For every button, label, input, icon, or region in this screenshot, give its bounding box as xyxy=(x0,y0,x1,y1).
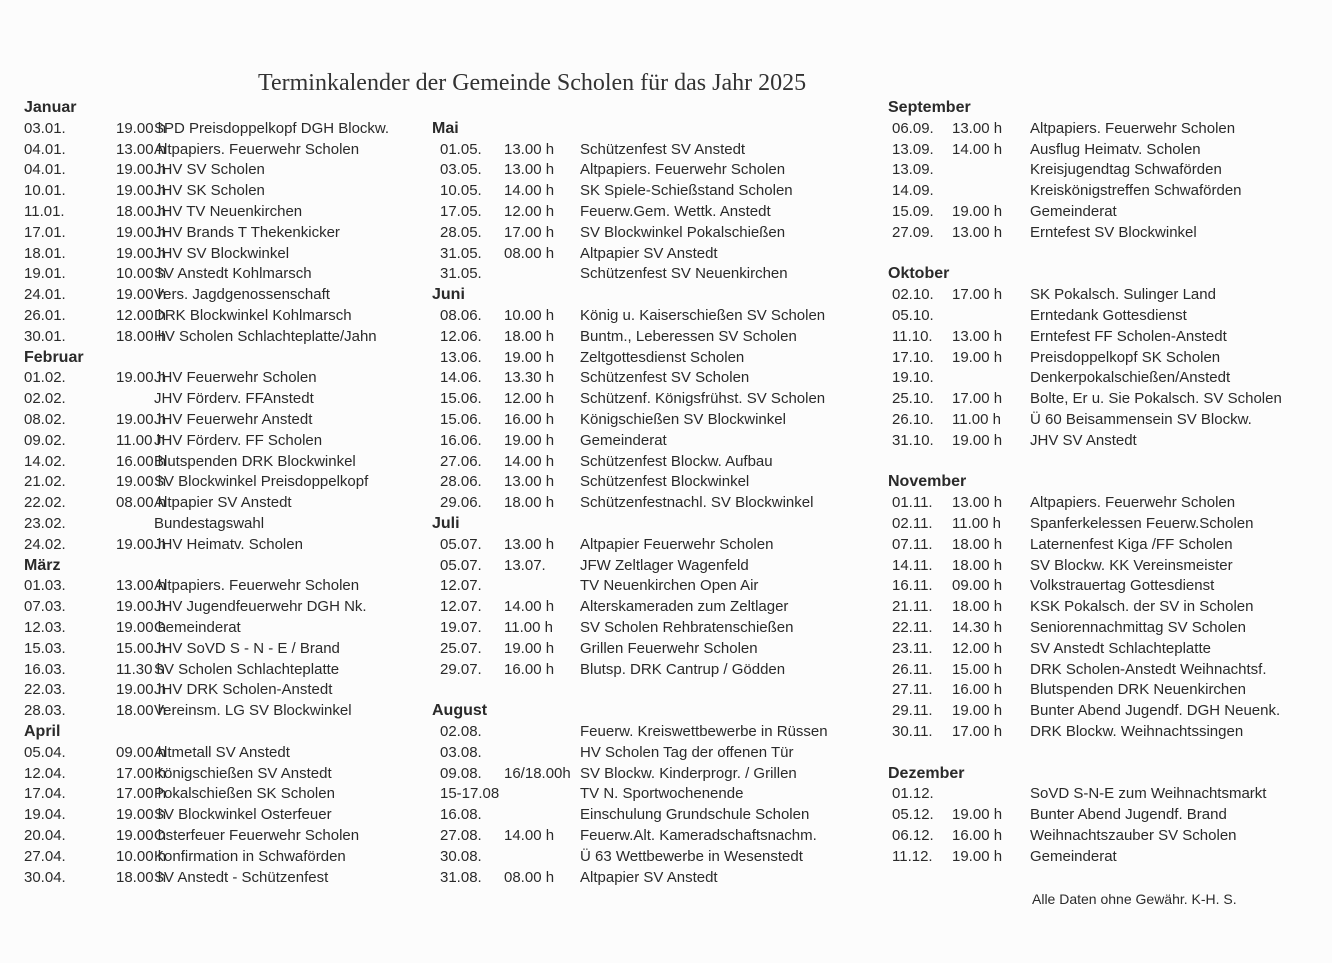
event-time: 19.00 h xyxy=(116,369,167,387)
event-title: JHV SV Blockwinkel xyxy=(154,244,290,262)
event-time: 19.00 h xyxy=(952,847,1003,865)
event-date: 19.01. xyxy=(24,265,66,283)
event-title: Altpapier SV Anstedt xyxy=(580,244,718,262)
event-time: 13.00 h xyxy=(504,140,555,158)
month-heading: April xyxy=(24,723,61,740)
event-time: 14.30 h xyxy=(952,619,1003,636)
event-title: Weihnachtszauber SV Scholen xyxy=(1030,827,1237,844)
event-title: Gemeinderat xyxy=(1030,847,1117,865)
event-title: Schützenfest Blockwinkel xyxy=(580,473,750,491)
event-time: 19.00 h xyxy=(116,411,167,428)
event-date: 12.04. xyxy=(24,764,66,782)
event-date: 20.04. xyxy=(24,827,66,844)
event-title: Altpapiers. Feuerwehr Scholen xyxy=(1030,494,1236,512)
event-date: 28.03. xyxy=(24,702,66,720)
event-date: 23.11. xyxy=(892,639,933,657)
event-title: SPD Preisdoppelkopf DGH Blockw. xyxy=(154,119,390,137)
event-time: 16.00 h xyxy=(504,411,555,428)
month-heading: Mai xyxy=(432,119,459,137)
event-title: Feuerw.Gem. Wettk. Anstedt xyxy=(580,203,771,220)
event-title: TV N. Sportwochenende xyxy=(580,785,744,803)
event-time: 19.00 h xyxy=(116,827,167,844)
event-time: 18.00 h xyxy=(952,598,1003,616)
event-time: 19.00 h xyxy=(116,119,167,137)
event-date: 30.08. xyxy=(440,847,482,865)
event-date: 19.10. xyxy=(892,369,934,387)
event-title: Grillen Feuerwehr Scholen xyxy=(580,639,758,657)
event-date: 30.01. xyxy=(24,327,66,345)
event-title: Denkerpokalschießen/Anstedt xyxy=(1030,369,1231,387)
event-title: Einschulung Grundschule Scholen xyxy=(580,806,810,824)
event-date: 14.06. xyxy=(440,369,482,387)
event-time: 13.00 h xyxy=(116,140,167,158)
event-time: 13.30 h xyxy=(504,369,555,387)
event-title: JHV Förderv. FF Scholen xyxy=(154,431,323,449)
event-date: 15-17.08 xyxy=(440,785,500,803)
event-time: 14.00 h xyxy=(504,598,555,616)
month-heading: Februar xyxy=(24,348,84,366)
event-time: 19.00 h xyxy=(116,598,167,616)
event-time: 17.00 h xyxy=(952,286,1003,304)
event-date: 01.11. xyxy=(892,494,933,512)
event-title: Preisdoppelkopf SK Scholen xyxy=(1030,348,1221,366)
event-title: Erntedank Gottesdienst xyxy=(1030,307,1187,324)
month-heading: Dezember xyxy=(888,764,965,782)
event-date: 12.07. xyxy=(440,577,482,595)
event-time: 19.00 h xyxy=(116,286,167,304)
event-date: 05.04. xyxy=(24,743,66,761)
event-date: 16.03. xyxy=(24,660,66,678)
event-date: 15.03. xyxy=(24,639,66,657)
event-time: 18.00 h xyxy=(952,556,1003,574)
event-date: 02.10. xyxy=(892,286,934,304)
event-date: 11.10. xyxy=(892,327,933,345)
event-title: Schützenfest Blockw. Aufbau xyxy=(580,452,773,470)
event-date: 07.11. xyxy=(892,535,933,553)
event-title: TV Neuenkirchen Open Air xyxy=(580,577,759,595)
event-date: 27.09. xyxy=(892,223,934,241)
event-date: 29.06. xyxy=(440,494,482,512)
event-time: 17.00 h xyxy=(952,390,1003,408)
event-time: 12.00 h xyxy=(952,639,1003,657)
event-date: 28.06. xyxy=(440,473,482,491)
event-title: JHV Heimatv. Scholen xyxy=(154,535,303,553)
event-title: Bunter Abend Jugendf. DGH Neuenk. xyxy=(1030,702,1281,720)
event-date: 01.12. xyxy=(892,785,934,803)
event-title: Gemeinderat xyxy=(580,431,667,449)
event-title: SV Scholen Schlachteplatte xyxy=(154,660,340,678)
event-title: DRK Scholen-Anstedt Weihnachtsf. xyxy=(1030,660,1267,678)
event-title: DRK Blockw. Weihnachtssingen xyxy=(1030,723,1244,740)
event-time: 18.00 h xyxy=(116,203,167,220)
event-date: 01.02. xyxy=(24,369,66,387)
event-date: 13.09. xyxy=(892,140,934,158)
event-date: 14.09. xyxy=(892,182,934,200)
event-title: HV Scholen Schlachteplatte/Jahn xyxy=(154,327,377,345)
event-time: 16.00 h xyxy=(952,827,1003,844)
event-title: HV Scholen Tag der offenen Tür xyxy=(580,743,794,761)
event-time: 13.00 h xyxy=(952,223,1003,241)
event-date: 31.05. xyxy=(440,244,482,262)
event-title: Erntefest SV Blockwinkel xyxy=(1030,223,1197,241)
event-time: 13.00 h xyxy=(504,161,555,179)
event-title: SV Anstedt - Schützenfest xyxy=(154,868,329,886)
event-date: 08.06. xyxy=(440,307,482,324)
event-time: 13.00 h xyxy=(952,327,1003,345)
event-date: 01.03. xyxy=(24,577,66,595)
event-date: 25.10. xyxy=(892,390,934,408)
event-time: 19.00 h xyxy=(504,431,555,449)
event-title: Altpapiers. Feuerwehr Scholen xyxy=(154,140,360,158)
event-time: 12.00 h xyxy=(504,203,555,220)
event-time: 19.00 h xyxy=(504,639,555,657)
event-date: 04.01. xyxy=(24,140,66,158)
month-heading: Juli xyxy=(432,515,460,532)
event-title: Altpapiers. Feuerwehr Scholen xyxy=(1030,119,1236,137)
event-date: 21.02. xyxy=(24,473,66,491)
event-title: Bolte, Er u. Sie Pokalsch. SV Scholen xyxy=(1030,390,1282,408)
event-date: 26.01. xyxy=(24,307,66,324)
event-title: Pokalschießen SK Scholen xyxy=(154,785,335,803)
event-time: 18.00 h xyxy=(116,702,167,720)
event-date: 27.06. xyxy=(440,452,482,470)
event-date: 04.01. xyxy=(24,161,66,179)
event-time: 19.00 h xyxy=(116,806,167,824)
event-title: JHV Brands T Thekenkicker xyxy=(154,223,340,241)
event-date: 27.08. xyxy=(440,827,482,844)
event-title: Kreisjugendtag Schwaförden xyxy=(1030,161,1222,179)
event-title: Konfirmation in Schwaförden xyxy=(154,847,346,865)
event-title: Ü 63 Wettbewerbe in Wesenstedt xyxy=(580,847,803,865)
event-title: Erntefest FF Scholen-Anstedt xyxy=(1030,327,1227,345)
month-heading: Juni xyxy=(432,286,465,304)
event-time: 19.00 h xyxy=(116,619,167,636)
event-title: Altmetall SV Anstedt xyxy=(154,743,290,761)
month-heading: September xyxy=(888,99,971,116)
event-title: Altpapier Feuerwehr Scholen xyxy=(580,535,774,553)
event-time: 15.00 h xyxy=(116,639,167,657)
event-date: 27.11. xyxy=(892,681,933,699)
event-time: 19.00 h xyxy=(116,535,167,553)
event-date: 24.02. xyxy=(24,535,66,553)
event-title: Kreiskönigstreffen Schwaförden xyxy=(1030,182,1242,200)
event-time: 19.00 h xyxy=(116,681,167,699)
event-time: 19.00 h xyxy=(952,806,1003,824)
event-time: 13.07. xyxy=(504,556,546,574)
event-title: JHV Feuerwehr Anstedt xyxy=(154,411,313,428)
event-title: SV Scholen Rehbratenschießen xyxy=(580,619,794,636)
event-date: 13.06. xyxy=(440,348,482,366)
event-title: Gemeinderat xyxy=(154,619,241,636)
event-date: 01.05. xyxy=(440,140,482,158)
event-title: SV Blockw. Kinderprogr. / Grillen xyxy=(580,764,797,782)
event-date: 21.11. xyxy=(892,598,933,616)
event-time: 19.00 h xyxy=(116,223,167,241)
event-title: SoVD S-N-E zum Weihnachtsmarkt xyxy=(1030,785,1267,803)
event-date: 26.10. xyxy=(892,411,934,428)
event-date: 03.05. xyxy=(440,161,482,179)
event-title: JHV Förderv. FFAnstedt xyxy=(154,390,314,408)
event-title: Königschießen SV Anstedt xyxy=(154,764,332,782)
event-title: Zeltgottesdienst Scholen xyxy=(580,348,745,366)
event-title: SK Spiele-Schießstand Scholen xyxy=(580,182,793,200)
event-date: 24.01. xyxy=(24,286,66,304)
event-date: 09.02. xyxy=(24,431,66,449)
event-title: JHV DRK Scholen-Anstedt xyxy=(154,681,333,699)
event-date: 02.08. xyxy=(440,723,482,740)
event-time: 16.00 h xyxy=(116,452,167,470)
event-date: 15.06. xyxy=(440,390,482,408)
event-time: 19.00 h xyxy=(116,182,167,200)
event-date: 14.02. xyxy=(24,452,66,470)
event-title: König u. Kaiserschießen SV Scholen xyxy=(580,307,826,324)
event-time: 08.00 h xyxy=(504,868,555,886)
event-date: 22.11. xyxy=(892,619,933,636)
event-title: Schützenf. Königsfrühst. SV Scholen xyxy=(580,390,826,408)
event-title: Blutsp. DRK Cantrup / Gödden xyxy=(580,660,786,678)
event-date: 05.07. xyxy=(440,535,482,553)
event-time: 10.00 h xyxy=(116,265,167,283)
event-date: 17.04. xyxy=(24,785,66,803)
event-date: 13.09. xyxy=(892,161,934,179)
event-date: 16.06. xyxy=(440,431,482,449)
event-title: SV Anstedt Schlachteplatte xyxy=(1030,639,1211,657)
event-date: 18.01. xyxy=(24,244,66,262)
page-title: Terminkalender der Gemeinde Scholen für das Jahr 2025 xyxy=(258,70,807,96)
event-title: SV Blockwinkel Preisdoppelkopf xyxy=(154,473,369,491)
month-heading: Oktober xyxy=(888,265,950,283)
event-title: Bundestagswahl xyxy=(154,515,265,532)
event-time: 11.00 h xyxy=(952,515,1001,532)
event-time: 19.00 h xyxy=(116,244,167,262)
event-time: 18.00 h xyxy=(952,535,1003,553)
event-title: Altpapiers. Feuerwehr Scholen xyxy=(580,161,786,179)
event-date: 10.05. xyxy=(440,182,482,200)
event-time: 13.00 h xyxy=(116,577,167,595)
event-title: Bunter Abend Jugendf. Brand xyxy=(1030,806,1227,824)
month-heading: August xyxy=(432,702,488,720)
event-time: 19.00 h xyxy=(952,348,1003,366)
event-time: 17.00 h xyxy=(504,223,555,241)
event-title: Altpapier SV Anstedt xyxy=(580,868,718,886)
event-time: 18.00 h xyxy=(116,327,167,345)
event-date: 03.01. xyxy=(24,119,66,137)
event-title: Ausflug Heimatv. Scholen xyxy=(1030,140,1201,158)
event-time: 12.00 h xyxy=(116,307,167,324)
event-date: 27.04. xyxy=(24,847,66,865)
event-date: 14.11. xyxy=(892,556,933,574)
event-title: Alterskameraden zum Zeltlager xyxy=(580,598,789,616)
event-time: 11.30 h xyxy=(116,660,165,678)
event-date: 06.12. xyxy=(892,827,934,844)
event-date: 19.07. xyxy=(440,619,482,636)
event-time: 19.00 h xyxy=(116,473,167,491)
event-time: 14.00 h xyxy=(504,827,555,844)
month-heading: Januar xyxy=(24,99,77,116)
event-date: 07.03. xyxy=(24,598,66,616)
event-date: 12.03. xyxy=(24,619,66,636)
event-date: 05.10. xyxy=(892,307,934,324)
event-title: JHV Feuerwehr Scholen xyxy=(154,369,317,387)
event-title: JHV Jugendfeuerwehr DGH Nk. xyxy=(154,598,367,616)
event-title: Schützenfest SV Neuenkirchen xyxy=(580,265,788,283)
event-title: Spanferkelessen Feuerw.Scholen xyxy=(1030,515,1254,532)
event-time: 17.00 h xyxy=(116,764,167,782)
event-date: 30.04. xyxy=(24,868,66,886)
event-date: 29.07. xyxy=(440,660,482,678)
event-title: JHV TV Neuenkirchen xyxy=(154,203,303,220)
event-date: 28.05. xyxy=(440,223,482,241)
event-time: 16.00 h xyxy=(504,660,555,678)
event-title: Ü 60 Beisammensein SV Blockw. xyxy=(1030,411,1252,428)
event-date: 23.02. xyxy=(24,515,66,532)
event-date: 05.07. xyxy=(440,556,482,574)
event-date: 17.01. xyxy=(24,223,66,241)
event-time: 10.00 h xyxy=(504,307,555,324)
event-date: 06.09. xyxy=(892,119,934,137)
event-time: 16/18.00h xyxy=(504,764,571,782)
event-date: 31.08. xyxy=(440,868,482,886)
event-date: 19.04. xyxy=(24,806,66,824)
event-time: 19.00 h xyxy=(952,203,1003,220)
event-date: 30.11. xyxy=(892,723,933,740)
event-date: 17.10. xyxy=(892,348,934,366)
event-time: 12.00 h xyxy=(504,390,555,408)
event-date: 26.11. xyxy=(892,660,933,678)
event-date: 22.03. xyxy=(24,681,66,699)
event-time: 19.00 h xyxy=(504,348,555,366)
event-time: 13.00 h xyxy=(504,535,555,553)
event-date: 31.10. xyxy=(892,431,934,449)
event-time: 18.00 h xyxy=(504,327,555,345)
event-title: Seniorennachmittag SV Scholen xyxy=(1030,619,1246,636)
event-time: 09.00 h xyxy=(952,577,1003,595)
event-title: JHV SoVD S - N - E / Brand xyxy=(154,639,340,657)
footer-note: Alle Daten ohne Gewähr. K-H. S. xyxy=(1032,891,1237,907)
event-date: 22.02. xyxy=(24,494,66,512)
event-time: 10.00 h xyxy=(116,847,167,865)
event-date: 17.05. xyxy=(440,203,482,220)
event-time: 13.00 h xyxy=(504,473,555,491)
event-time: 18.00 h xyxy=(504,494,555,512)
event-date: 02.02. xyxy=(24,390,66,408)
month-heading: März xyxy=(24,556,61,574)
event-title: Schützenfest SV Scholen xyxy=(580,369,750,387)
event-time: 14.00 h xyxy=(504,182,555,200)
event-title: JFW Zeltlager Wagenfeld xyxy=(580,556,749,574)
event-time: 16.00 h xyxy=(952,681,1003,699)
event-title: KSK Pokalsch. der SV in Scholen xyxy=(1030,598,1254,616)
event-title: Königschießen SV Blockwinkel xyxy=(580,411,786,428)
event-date: 16.11. xyxy=(892,577,933,595)
event-title: SV Blockwinkel Pokalschießen xyxy=(580,223,786,241)
event-time: 08.00 h xyxy=(116,494,167,512)
event-title: SV Blockw. KK Vereinsmeister xyxy=(1030,556,1233,574)
event-title: Schützenfest SV Anstedt xyxy=(580,140,746,158)
event-date: 11.01. xyxy=(24,203,65,220)
event-title: Gemeinderat xyxy=(1030,203,1117,220)
event-title: Vereinsm. LG SV Blockwinkel xyxy=(154,702,352,720)
event-title: Schützenfestnachl. SV Blockwinkel xyxy=(580,494,814,512)
event-title: Blutspenden DRK Neuenkirchen xyxy=(1030,681,1246,699)
event-title: Altpapiers. Feuerwehr Scholen xyxy=(154,577,360,595)
event-date: 08.02. xyxy=(24,411,66,428)
event-time: 17.00 h xyxy=(116,785,167,803)
event-title: Laternenfest Kiga /FF Scholen xyxy=(1030,535,1233,553)
event-title: DRK Blockwinkel Kohlmarsch xyxy=(154,307,352,324)
event-title: SK Pokalsch. Sulinger Land xyxy=(1030,286,1216,304)
event-date: 11.12. xyxy=(892,847,933,865)
event-title: Blutspenden DRK Blockwinkel xyxy=(154,452,356,470)
event-date: 05.12. xyxy=(892,806,934,824)
event-title: Osterfeuer Feuerwehr Scholen xyxy=(154,827,360,844)
event-title: Feuerw.Alt. Kameradschaftsnachm. xyxy=(580,827,817,844)
event-time: 14.00 h xyxy=(504,452,555,470)
event-time: 13.00 h xyxy=(952,494,1003,512)
event-date: 16.08. xyxy=(440,806,482,824)
event-time: 14.00 h xyxy=(952,140,1003,158)
event-date: 12.07. xyxy=(440,598,482,616)
event-date: 03.08. xyxy=(440,743,482,761)
event-title: JHV SK Scholen xyxy=(154,182,265,200)
event-time: 17.00 h xyxy=(952,723,1003,740)
event-time: 13.00 h xyxy=(952,119,1003,137)
event-date: 15.09. xyxy=(892,203,934,220)
event-date: 12.06. xyxy=(440,327,482,345)
event-title: SV Blockwinkel Osterfeuer xyxy=(154,806,332,824)
event-time: 19.00 h xyxy=(116,161,167,179)
event-time: 11.00 h xyxy=(116,431,165,449)
event-date: 02.11. xyxy=(892,515,933,532)
event-title: Volkstrauertag Gottesdienst xyxy=(1030,577,1215,595)
event-date: 25.07. xyxy=(440,639,482,657)
event-title: SV Anstedt Kohlmarsch xyxy=(154,265,312,283)
event-date: 15.06. xyxy=(440,411,482,428)
event-title: Altpapier SV Anstedt xyxy=(154,494,292,512)
event-time: 08.00 h xyxy=(504,244,555,262)
event-time: 19.00 h xyxy=(952,431,1003,449)
event-date: 10.01. xyxy=(24,182,66,200)
event-date: 09.08. xyxy=(440,764,482,782)
event-title: Buntm., Leberessen SV Scholen xyxy=(580,327,797,345)
event-date: 31.05. xyxy=(440,265,482,283)
event-time: 19.00 h xyxy=(952,702,1003,720)
event-time: 11.00 h xyxy=(504,619,553,636)
event-time: 09.00 h xyxy=(116,743,167,761)
event-date: 29.11. xyxy=(892,702,933,720)
event-title: Feuerw. Kreiswettbewerbe in Rüssen xyxy=(580,723,828,740)
event-title: JHV SV Anstedt xyxy=(1030,431,1137,449)
month-heading: November xyxy=(888,473,967,491)
event-time: 11.00 h xyxy=(952,411,1001,428)
event-time: 18.00 h xyxy=(116,868,167,886)
event-time: 15.00 h xyxy=(952,660,1003,678)
event-title: Vers. Jagdgenossenschaft xyxy=(154,286,330,304)
event-title: JHV SV Scholen xyxy=(154,161,265,179)
